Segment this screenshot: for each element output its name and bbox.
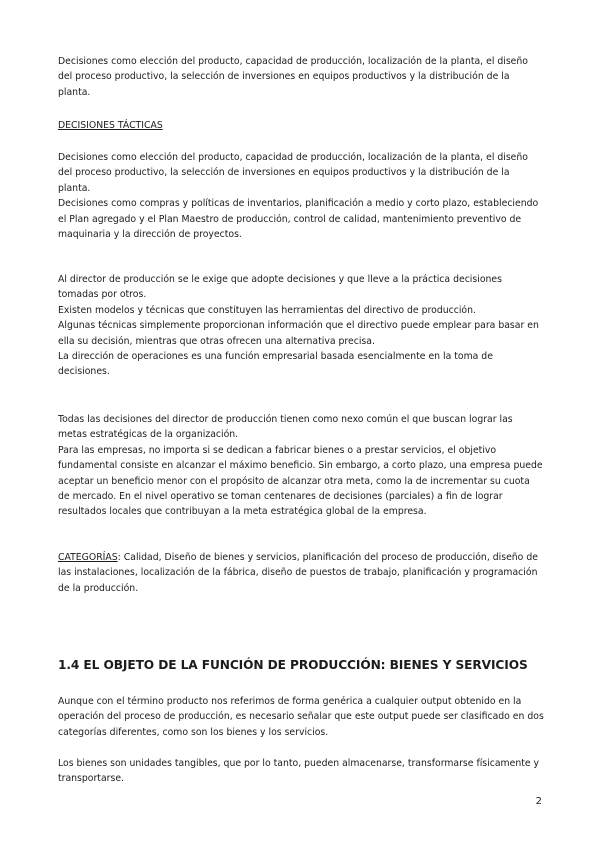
director-block — [58, 272, 544, 380]
paragraph: Decisiones como elección del producto, capacidad de producción, localización de la planta, el diseño del proceso productivo, la selección de inversiones en equipos productivos y la distribución de la planta. — [58, 56, 528, 98]
section-title: DECISIONES TÁCTICAS — [58, 120, 163, 131]
categorias-separator: : — [117, 552, 121, 563]
categorias-text: Calidad, Diseño de bienes y servicios, planificación del proceso de producción, diseño de las instalaciones, localización de la fábrica, diseño de puestos de trabajo, planificación y programación de la producción. — [58, 552, 538, 594]
section-heading: 1.4 EL OBJETO DE LA FUNCIÓN DE PRODUCCIÓN: BIENES Y SERVICIOS — [58, 658, 528, 672]
decisiones-tacticas-title — [58, 118, 544, 133]
paragraph: Todas las decisiones del director de producción tienen como nexo común el que buscan lograr las metas estratégicas de la organización. — [58, 414, 513, 441]
decisiones-block — [58, 54, 544, 100]
paragraph: Al director de producción se le exige que adopte decisiones y que lleve a la práctica decisiones tomadas por otros. — [58, 274, 502, 301]
decisiones-tacticas-block — [58, 150, 544, 242]
bienes-block — [58, 756, 544, 787]
paragraph: Aunque con el término producto nos referimos de forma genérica a cualquier output obtenido en la operación del proceso de producción, es necesario señalar que este output puede ser clasificado en dos categorías diferentes, como son los bienes y los servicios. — [58, 696, 544, 738]
paragraph: Existen modelos y técnicas que constituyen las herramientas del directivo de producción. — [58, 304, 476, 316]
objeto-block — [58, 694, 544, 740]
paragraph: Algunas técnicas simplemente proporcionan información que el directivo puede emplear para basar en ella su decisión, mientras que otras ofrecen una alternativa precisa. — [58, 320, 539, 347]
paragraph: Para las empresas, no importa si se dedican a fabricar bienes o a prestar servicios, el objetivo fundamental consiste en alcanzar el máximo beneficio. Sin embargo, a corto plazo, una empresa puede aceptar un beneficio menor con el propósito de alcanzar otra meta, como la de incrementar su cuota de mercado. En el nivel operativo se toman centenares de decisiones (parciales) a fin de lograr resultados locales que contribuyan a la meta estratégica global de la empresa. — [58, 444, 543, 518]
paragraph: Decisiones como elección del producto, capacidad de producción, localización de la planta, el diseño del proceso productivo, la selección de inversiones en equipos productivos y la distribución de la planta. — [58, 152, 528, 194]
paragraph — [58, 550, 544, 596]
categorias-block — [58, 550, 544, 596]
paragraph: Los bienes son unidades tangibles, que por lo tanto, pueden almacenarse, transformarse físicamente y transportarse. — [58, 758, 540, 785]
categorias-label: CATEGORÍAS — [58, 552, 118, 563]
paragraph: La dirección de operaciones es una función empresarial basada esencialmente en la toma de decisiones. — [58, 351, 493, 378]
paragraph: Decisiones como compras y políticas de inventarios, planificación a medio y corto plazo, estableciendo el Plan agregado y el Plan Maestro de producción, control de calidad, mantenimiento preventivo de maquinaria y la dirección de proyectos. — [58, 198, 539, 241]
nexo-block — [58, 412, 544, 520]
page-number: 2 — [535, 796, 542, 807]
